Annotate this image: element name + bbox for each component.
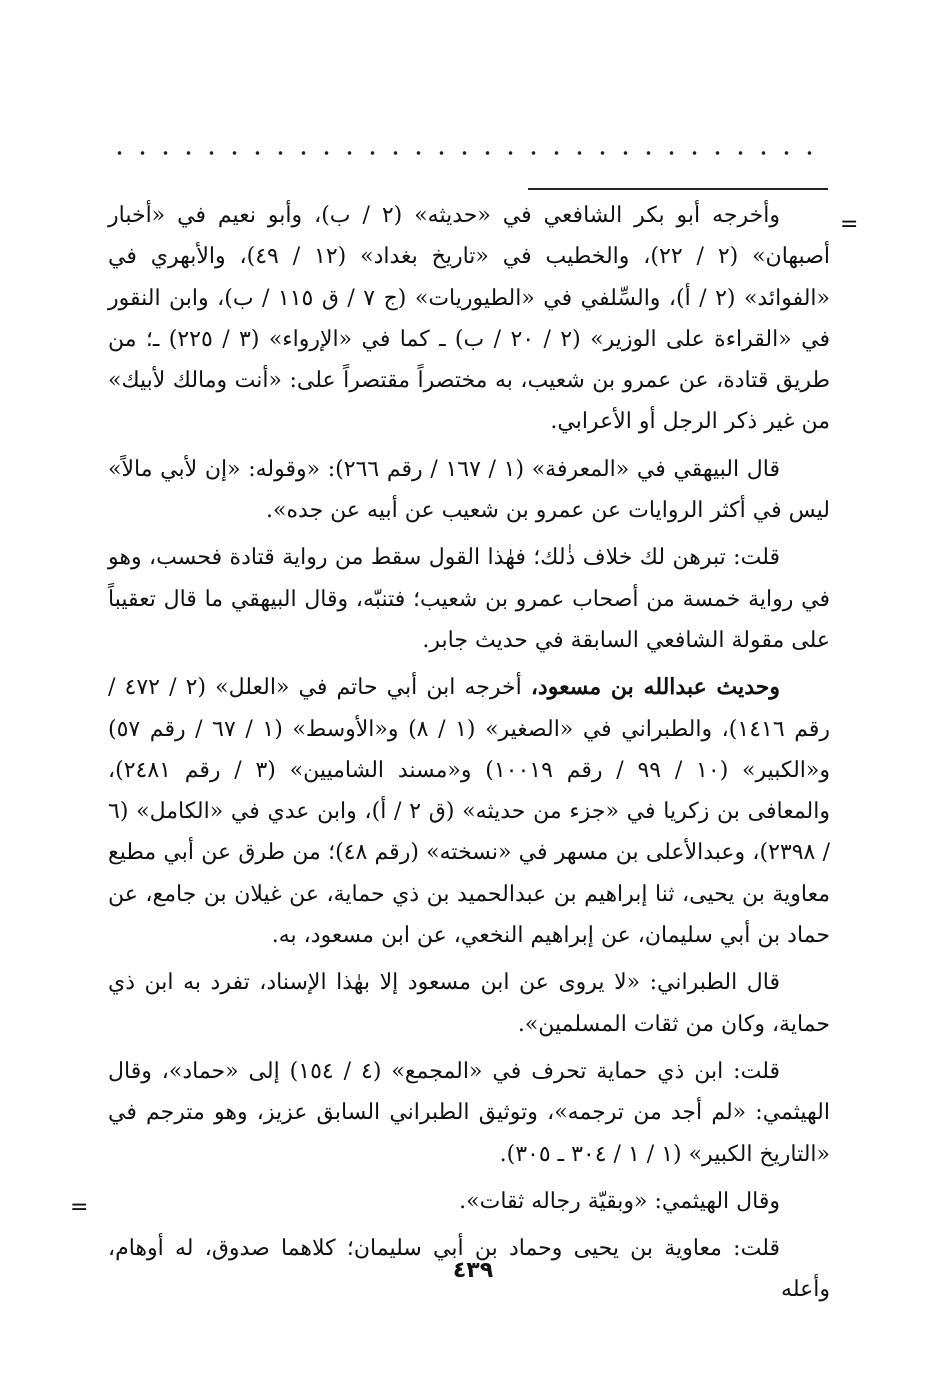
dotted-separator	[108, 150, 828, 156]
paragraph-body: أخرجه ابن أبي حاتم في «العلل» (٢ / ٤٧٢ / رقم ١٤١٦)، والطبراني في «الصغير» (١ / ٨) و«الأوسط» (١ / ٦٧ / رقم ٥٧) و«الكبير» (١٠ / ٩٩ / رقم ١٠٠١٩) و«مسند الشاميين» (٣ / رقم ٢٤٨١)، والمعافى بن زكريا في «جزء من حديثه» (ق ٢ / أ)، وابن عدي في «الكامل» (٦ / ٢٣٩٨)، وعبدالأعلى بن مسهر في «نسخته» (رقم ٤٨)؛ من طرق عن أبي مطيع معاوية بن يحيى، ثنا إبراهيم بن عبدالحميد بن ذي حماية، عن غيلان بن جامع، عن حماد بن أبي سليمان، عن إبراهيم النخعي، عن ابن مسعود، به.	[108, 675, 831, 949]
paragraph: قلت: معاوية بن يحيى وحماد بن أبي سليمان؛ كلاهما صدوق، له أوهام، وأعله	[108, 1236, 830, 1303]
paragraph: قلت: تبرهن لك خلاف ذٰلك؛ فهٰذا القول سقط من رواية قتادة فحسب، وهو في رواية خمسة من أصحاب عمرو بن شعيب؛ فتنبّه، وقال البيهقي ما قال تعقيباً على مقولة الشافعي السابقة في حديث جابر.	[108, 545, 830, 653]
page-number: ٤٣٩	[452, 1258, 494, 1283]
paragraph: قال الطبراني: «لا يروى عن ابن مسعود إلا بهٰذا الإسناد، تفرد به ابن ذي حماية، وكان من ثقات المسلمين».	[108, 970, 830, 1037]
paragraph: وأخرجه أبو بكر الشافعي في «حديثه» (٢ / ب)، وأبو نعيم في «أخبار أصبهان» (٢ / ٢٢)، والخطيب في «تاريخ بغداد» (١٢ / ٤٩)، والأبهري في «الفوائد» (٢ / أ)، والسِّلفي في «الطيوريات» (ج ٧ / ق ١١٥ / ب)، وابن النقور في «القراءة على الوزير» (٢ / ٢٠ / ب) ـ كما في «الإرواء» (٣ / ٢٢٥) ـ؛ من طريق قتادة، عن عمرو بن شعيب، به مختصراً مقتصراً على: «أنت ومالك لأبيك» من غير ذكر الرجل أو الأعرابي.	[108, 203, 830, 435]
continuation-marker-bottom: =	[70, 1195, 89, 1220]
paragraph-lead: وحديث عبدالله بن مسعود،	[530, 674, 780, 701]
paragraph: وقال الهيثمي: «وبقيّة رجاله ثقات».	[459, 1188, 780, 1214]
footnote-rule	[528, 188, 828, 190]
continuation-marker-top: =	[840, 212, 859, 237]
paragraph: قلت: ابن ذي حماية تحرف في «المجمع» (٤ / ١٥٤) إلى «حماد»، وقال الهيثمي: «لم أجد من ترجمه»، وتوثيق الطبراني السابق عزيز، وهو مترجم في «التاريخ الكبير» (١ / ١ / ٣٠٤ ـ ٣٠٥).	[108, 1058, 830, 1167]
paragraph	[108, 667, 830, 956]
footnote-text	[108, 195, 830, 1311]
paragraph: قال البيهقي في «المعرفة» (١ / ١٦٧ / رقم ٢٦٦): «وقوله: «إن لأبي مالاً» ليس في أكثر الروايات عن عمرو بن شعيب عن أبيه عن جده».	[108, 456, 830, 524]
